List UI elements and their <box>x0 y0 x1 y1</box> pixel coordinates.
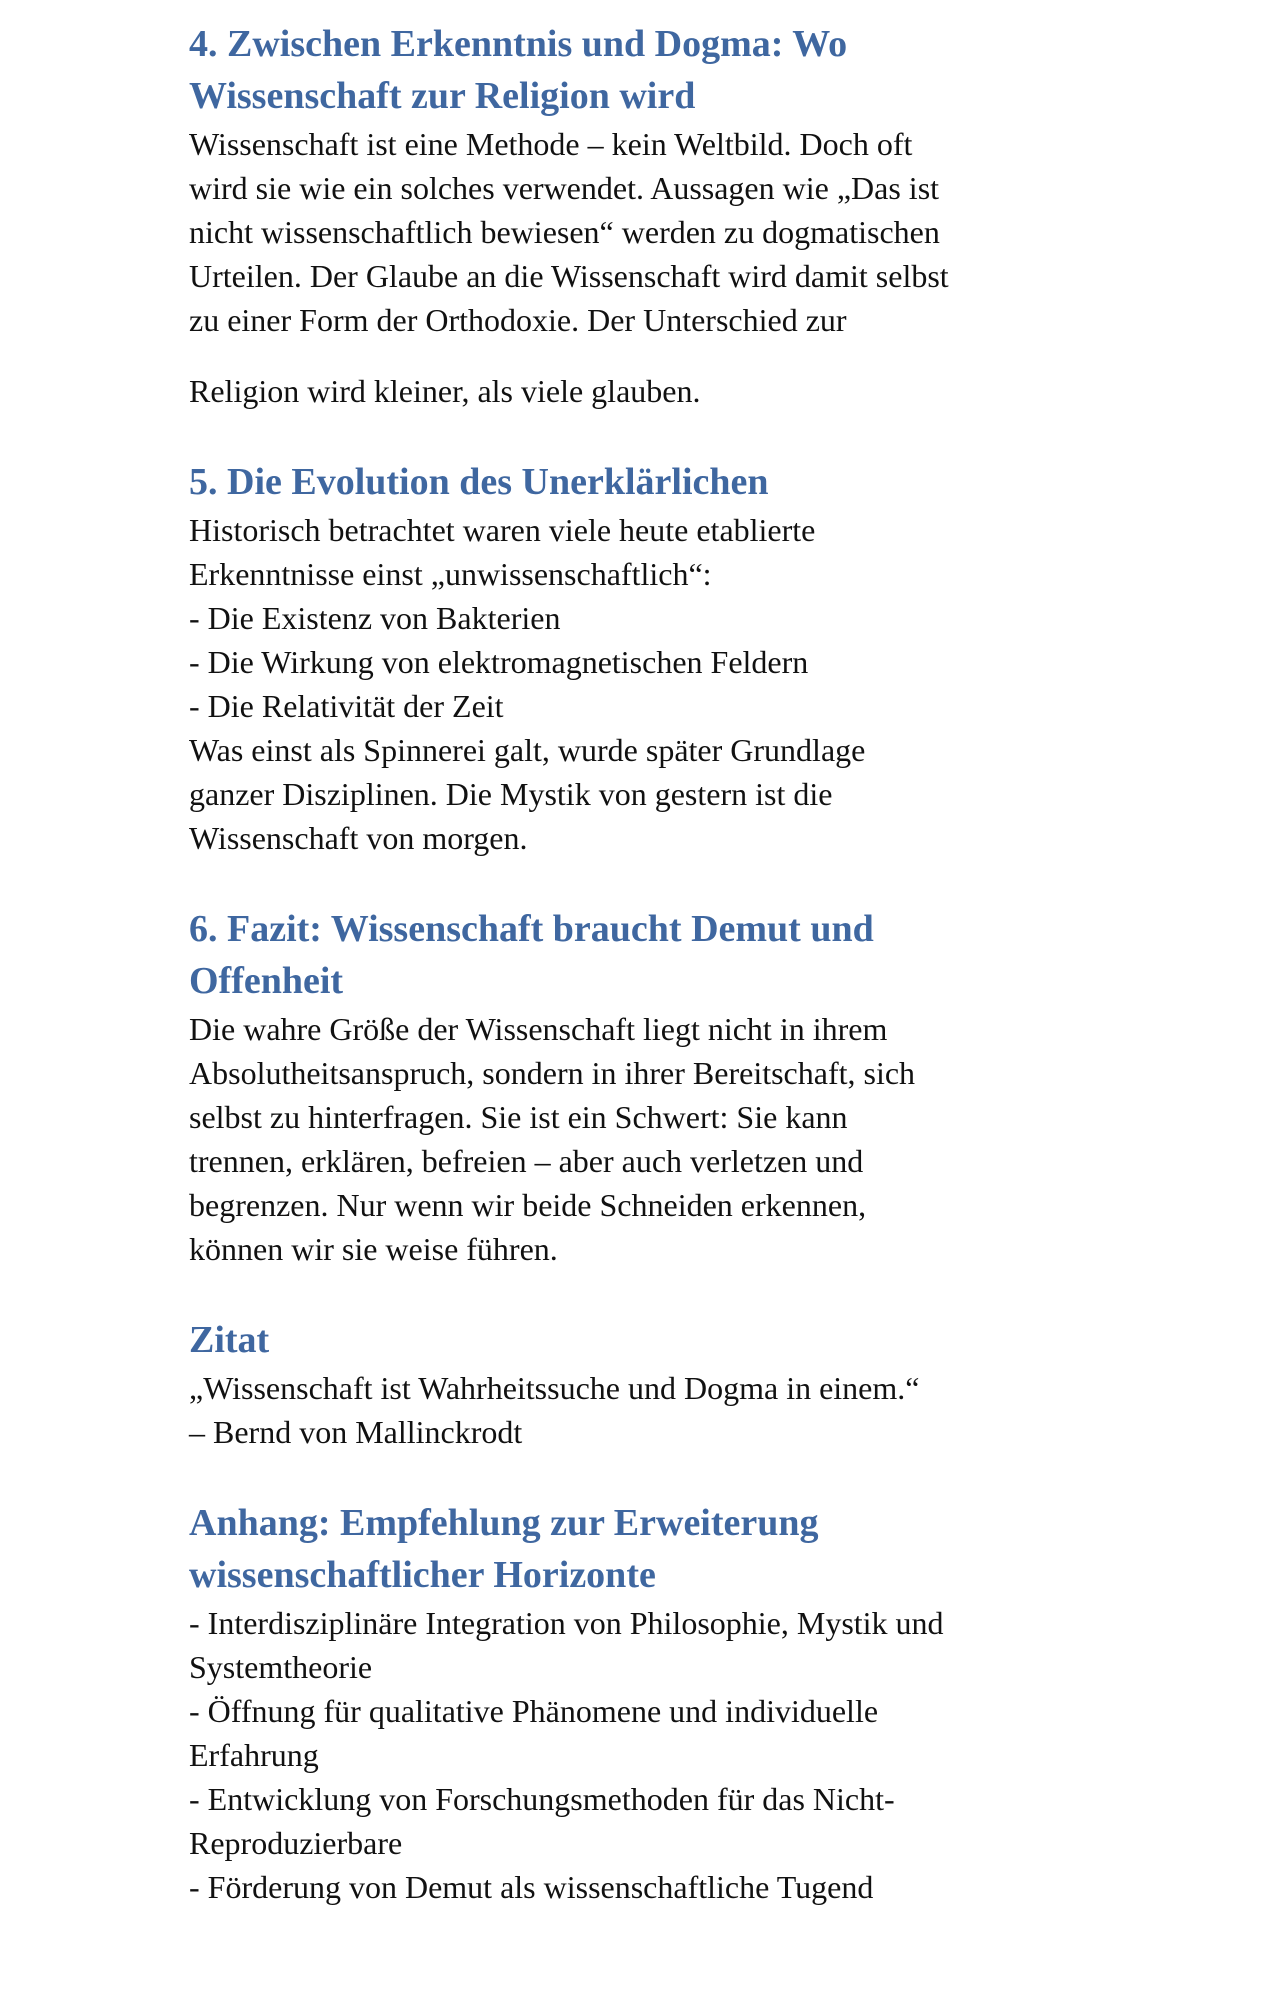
section-5 <box>189 456 1109 860</box>
section-6 <box>189 903 1109 1271</box>
text-line: Absolutheitsanspruch, sondern in ihrer Bereitschaft, sich <box>189 1055 916 1091</box>
text-line: Urteilen. Der Glaube an die Wissenschaft wird damit selbst <box>189 258 949 294</box>
section-heading <box>189 18 1109 122</box>
list-item: - Interdisziplinäre Integration von Philosophie, Mystik und <box>189 1605 944 1641</box>
heading-line: wissenschaftlicher Horizonte <box>189 1554 656 1596</box>
section-heading <box>189 1314 1109 1366</box>
text-line: nicht wissenschaftlich bewiesen“ werden zu dogmatischen <box>189 214 940 250</box>
heading-line: Wissenschaft zur Religion wird <box>189 75 696 117</box>
text-line: Religion wird kleiner, als viele glauben. <box>189 373 701 409</box>
text-line: Erkenntnisse einst „unwissenschaftlich“: <box>189 556 712 592</box>
paragraph <box>189 1007 1109 1271</box>
section-4 <box>189 18 1109 413</box>
text-line: Historisch betrachtet waren viele heute etablierte <box>189 512 816 548</box>
text-line: Reproduzierbare <box>189 1825 403 1861</box>
text-line: können wir sie weise führen. <box>189 1231 558 1267</box>
list-item: - Entwicklung von Forschungsmethoden für das Nicht- <box>189 1781 895 1817</box>
list-item: - Die Relativität der Zeit <box>189 688 504 724</box>
document-page <box>189 18 1109 1909</box>
quote <box>189 1366 1109 1454</box>
text-line: wird sie wie ein solches verwendet. Aussagen wie „Das ist <box>189 170 940 206</box>
section-heading <box>189 456 1109 508</box>
section-quote <box>189 1314 1109 1454</box>
text-line: ganzer Disziplinen. Die Mystik von gestern ist die <box>189 776 833 812</box>
text-line: begrenzen. Nur wenn wir beide Schneiden erkennen, <box>189 1187 867 1223</box>
quote-text: „Wissenschaft ist Wahrheitssuche und Dogma in einem.“ <box>189 1370 920 1406</box>
heading-line: Offenheit <box>189 960 344 1002</box>
text-line: Systemtheorie <box>189 1649 373 1685</box>
section-heading <box>189 1497 1109 1601</box>
section-appendix <box>189 1497 1109 1909</box>
paragraph <box>189 1601 1109 1909</box>
paragraph <box>189 508 1109 860</box>
heading-line: 6. Fazit: Wissenschaft braucht Demut und <box>189 908 874 950</box>
text-line: Wissenschaft von morgen. <box>189 820 528 856</box>
text-line: trennen, erklären, befreien – aber auch verletzen und <box>189 1143 864 1179</box>
heading-line: 4. Zwischen Erkenntnis und Dogma: Wo <box>189 23 848 65</box>
list-item: - Öffnung für qualitative Phänomene und individuelle <box>189 1693 879 1729</box>
list-item: - Förderung von Demut als wissenschaftliche Tugend <box>189 1869 874 1905</box>
paragraph <box>189 122 1109 342</box>
section-heading <box>189 903 1109 1007</box>
list-item: - Die Wirkung von elektromagnetischen Feldern <box>189 644 809 680</box>
heading-line: Zitat <box>189 1319 270 1361</box>
heading-line: 5. Die Evolution des Unerklärlichen <box>189 461 769 503</box>
heading-line: Anhang: Empfehlung zur Erweiterung <box>189 1502 819 1544</box>
text-line: Die wahre Größe der Wissenschaft liegt nicht in ihrem <box>189 1011 888 1047</box>
text-line: Was einst als Spinnerei galt, wurde später Grundlage <box>189 732 866 768</box>
text-line: zu einer Form der Orthodoxie. Der Unterschied zur <box>189 302 847 338</box>
paragraph <box>189 369 1109 413</box>
quote-author: – Bernd von Mallinckrodt <box>189 1414 523 1450</box>
text-line: Erfahrung <box>189 1737 319 1773</box>
text-line: Wissenschaft ist eine Methode – kein Weltbild. Doch oft <box>189 126 913 162</box>
list-item: - Die Existenz von Bakterien <box>189 600 561 636</box>
text-line: selbst zu hinterfragen. Sie ist ein Schwert: Sie kann <box>189 1099 848 1135</box>
